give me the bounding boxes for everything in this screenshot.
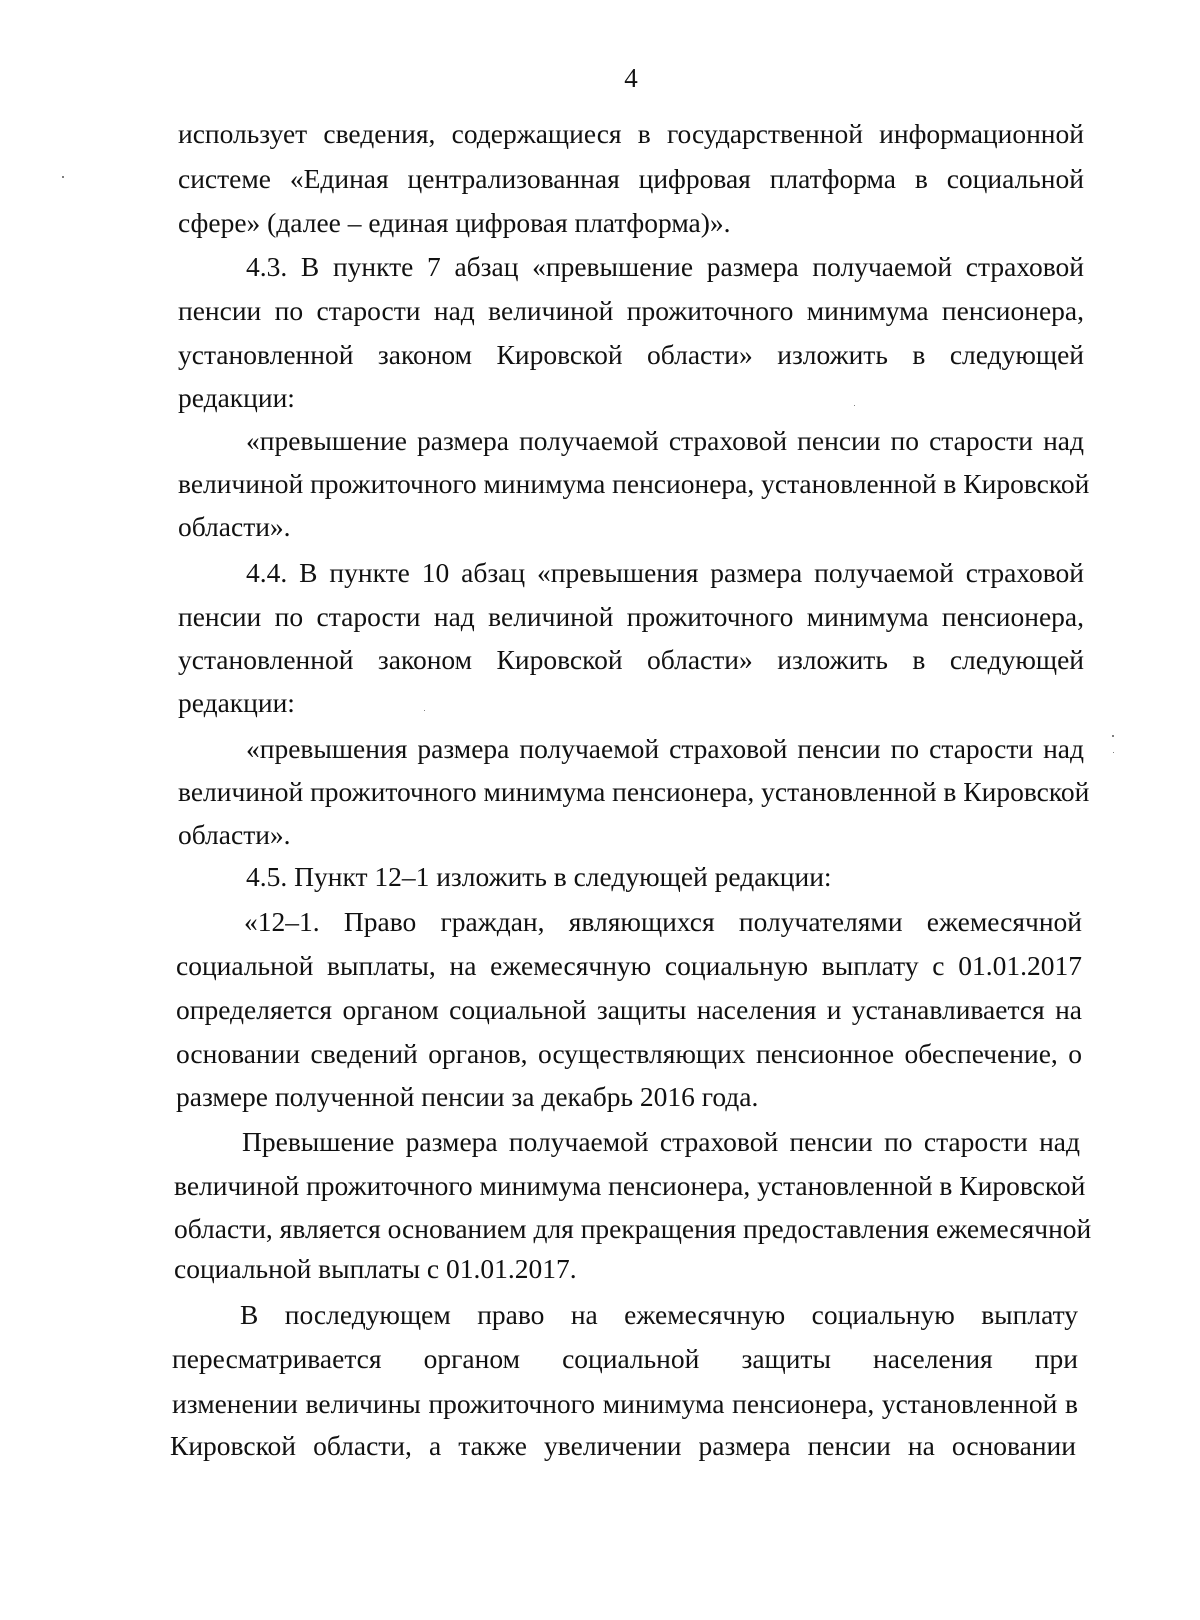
text-line: области».	[178, 511, 291, 542]
text-line: 4.4. В пункте 10 абзац «превышения размера получаемой страховой	[246, 557, 1084, 588]
text-line: 4.3. В пункте 7 абзац «превышение размера получаемой страховой	[246, 251, 1084, 282]
text-line: социальной выплаты с 01.01.2017.	[174, 1253, 577, 1284]
text-line: величиной прожиточного минимума пенсионера, установленной в Кировской	[178, 468, 1090, 499]
text-line: 4.5. Пункт 12–1 изложить в следующей редакции:	[246, 861, 832, 892]
text-line: изменении величины прожиточного минимума пенсионера, установленной в	[172, 1388, 1078, 1419]
text-line: «превышение размера получаемой страховой пенсии по старости над	[246, 425, 1084, 456]
text-line: социальной выплаты, на ежемесячную социальную выплату с 01.01.2017	[176, 950, 1082, 981]
text-line: Кировской области, а также увеличении размера пенсии на основании	[170, 1430, 1076, 1461]
text-line: величиной прожиточного минимума пенсионера, установленной в Кировской	[174, 1170, 1086, 1201]
scan-speck	[854, 405, 855, 406]
text-line: области».	[178, 819, 291, 850]
text-line: «12–1. Право граждан, являющихся получателями ежемесячной	[244, 906, 1082, 937]
text-line: В последующем право на ежемесячную социальную выплату	[240, 1299, 1078, 1330]
text-line: редакции:	[178, 687, 295, 718]
text-line: установленной законом Кировской области» изложить в следующей	[178, 644, 1084, 675]
text-line: «превышения размера получаемой страховой пенсии по старости над	[246, 733, 1084, 764]
text-line: пенсии по старости над величиной прожиточного минимума пенсионера,	[178, 295, 1084, 326]
text-line: пересматривается органом социальной защиты населения при	[172, 1343, 1078, 1374]
text-line: сфере» (далее – единая цифровая платформа)».	[178, 207, 731, 238]
text-line: Превышение размера получаемой страховой пенсии по старости над	[242, 1126, 1080, 1157]
text-line: определяется органом социальной защиты населения и устанавливается на	[176, 994, 1082, 1025]
text-line: области, является основанием для прекращения предоставления ежемесячной	[174, 1213, 1092, 1244]
scan-speck	[1113, 752, 1114, 753]
text-line: системе «Единая централизованная цифровая платформа в социальной	[178, 163, 1084, 194]
scan-speck	[424, 710, 425, 711]
scan-speck	[1112, 735, 1114, 737]
page-number: 4	[624, 63, 638, 93]
text-line: пенсии по старости над величиной прожиточного минимума пенсионера,	[178, 601, 1084, 632]
text-line: размере полученной пенсии за декабрь 2016 года.	[176, 1081, 759, 1112]
text-line: величиной прожиточного минимума пенсионера, установленной в Кировской	[178, 776, 1090, 807]
text-line: использует сведения, содержащиеся в государственной информационной	[178, 118, 1084, 149]
text-line: редакции:	[178, 382, 295, 413]
text-line: установленной законом Кировской области» изложить в следующей	[178, 339, 1084, 370]
text-line: основании сведений органов, осуществляющих пенсионное обеспечение, о	[176, 1038, 1082, 1069]
scan-speck	[62, 176, 64, 178]
